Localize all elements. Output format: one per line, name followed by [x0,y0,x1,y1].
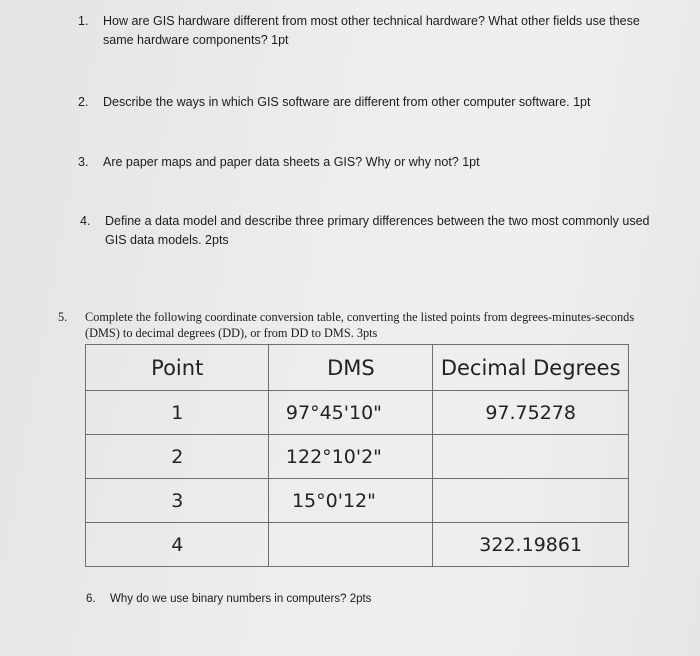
question-5-text: Complete the following coordinate conversion table, converting the listed points from degrees-minutes-seconds (DMS) to decimal degrees (DD), or from DD to DMS. 3pts [85,310,635,340]
question-4 [80,212,670,250]
header-point: Point [86,345,269,391]
decimal-degrees-cell [433,479,629,523]
question-1-text: How are GIS hardware different from most other technical hardware? What other fields use these same hardware components? 1pt [103,14,640,47]
point-cell: 4 [86,523,269,567]
decimal-degrees-cell: 322.19861 [433,523,629,567]
question-3 [78,153,668,172]
table-row [86,523,629,567]
question-1 [78,12,668,50]
dms-cell: 15°0'12" [269,479,433,523]
question-2-number: 2. [78,95,89,109]
dms-cell: 122°10'2" [269,435,433,479]
header-dms: DMS [269,345,433,391]
question-3-number: 3. [78,155,89,169]
question-4-text: Define a data model and describe three primary differences between the two most commonly used GIS data models. 2pts [105,214,650,247]
table-row [86,391,629,435]
table-row [86,479,629,523]
question-1-number: 1. [78,14,89,28]
decimal-degrees-cell: 97.75278 [433,391,629,435]
dms-cell [269,523,433,567]
question-2-text: Describe the ways in which GIS software are different from other computer software. 1pt [103,95,591,109]
point-cell: 2 [86,435,269,479]
coordinate-conversion-table [85,344,629,567]
question-5-number: 5. [58,310,68,324]
question-6-text: Why do we use binary numbers in computers? 2pts [110,593,372,605]
question-6 [86,590,586,609]
question-2 [78,93,668,112]
point-cell: 3 [86,479,269,523]
table-row [86,435,629,479]
point-cell: 1 [86,391,269,435]
question-6-number: 6. [86,593,96,605]
question-3-text: Are paper maps and paper data sheets a GIS? Why or why not? 1pt [103,155,480,169]
dms-cell: 97°45'10" [269,391,433,435]
question-4-number: 4. [80,214,91,228]
decimal-degrees-cell [433,435,629,479]
question-5 [58,309,658,341]
table-header-row [86,345,629,391]
header-decimal-degrees: Decimal Degrees [433,345,629,391]
